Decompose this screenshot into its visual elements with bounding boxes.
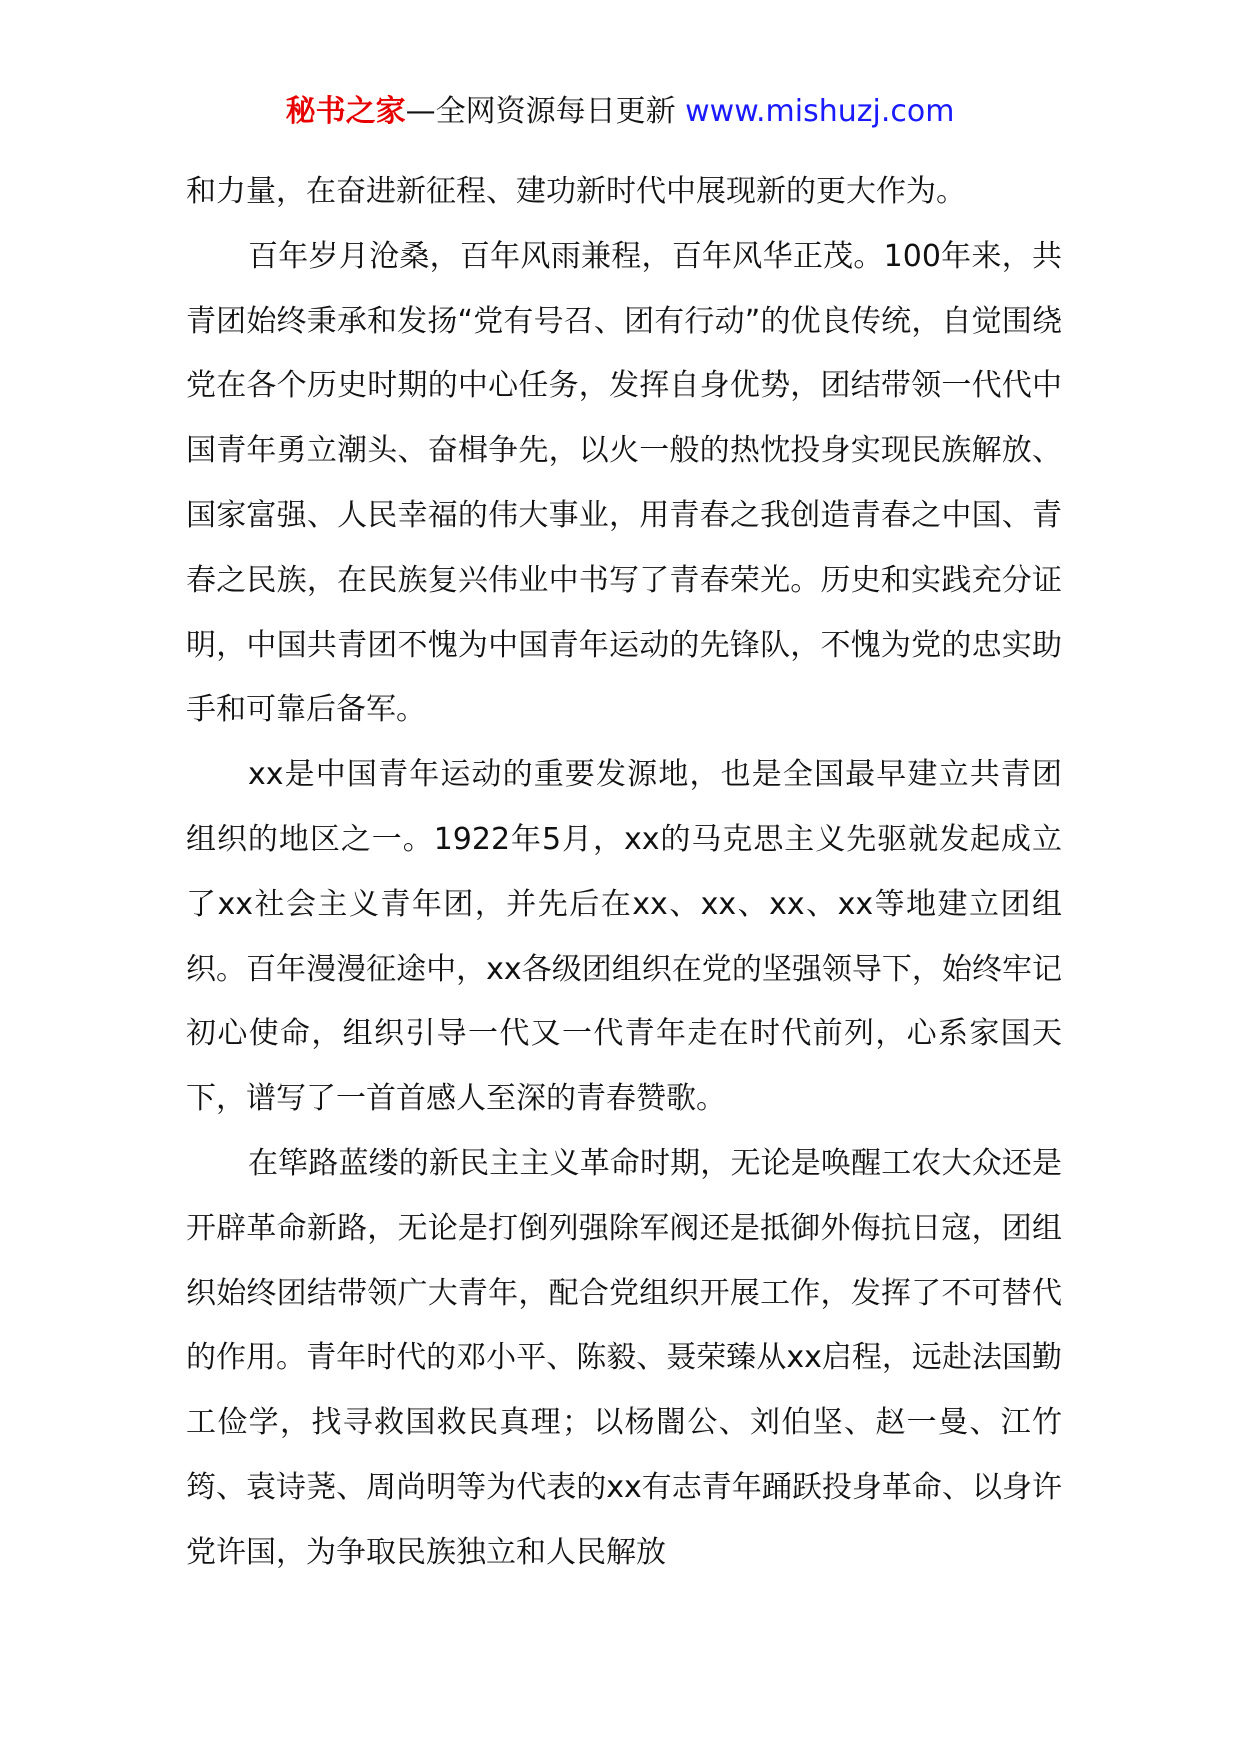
paragraph: xx是中国青年运动的重要发源地，也是全国最早建立共青团组织的地区之一。1922年5月，xx的马克思主义先驱就发起成立了xx社会主义青年团，并先后在xx、xx、xx、xx等地建立团组织。百年漫漫征途中，xx各级团组织在党的坚强领导下，始终牢记初心使命，组织引导一代又一代青年走在时代前列，心系家国天下，谱写了一首首感人至深的青春赞歌。 (186, 757, 1062, 1117)
paragraph: 在筚路蓝缕的新民主主义革命时期，无论是唤醒工农大众还是开辟革命新路，无论是打倒列强除军阀还是抵御外侮抗日寇，团组织始终团结带领广大青年，配合党组织开展工作，发挥了不可替代的作用。青年时代的邓小平、陈毅、聂荣臻从xx启程，远赴法国勤工俭学，找寻救国救民真理；以杨闇公、刘伯坚、赵一曼、江竹筠、袁诗荛、周尚明等为代表的xx有志青年踊跃投身革命、以身许党许国，为争取民族独立和人民解放 (186, 1145, 1062, 1570)
header-tagline: —全网资源每日更新 (405, 94, 676, 129)
paragraph: 百年岁月沧桑，百年风雨兼程，百年风华正茂。100年来，共青团始终秉承和发扬“党有号召、团有行动”的优良传统，自觉围绕党在各个历史时期的中心任务，发挥自身优势，团结带领一代代中国青年勇立潮头、奋楫争先，以火一般的热忱投身实现民族解放、国家富强、人民幸福的伟大事业，用青春之我创造青春之中国、青春之民族，在民族复兴伟业中书写了青春荣光。历史和实践充分证明，中国共青团不愧为中国青年运动的先锋队，不愧为党的忠实助手和可靠后备军。 (186, 238, 1062, 728)
brand-name: 秘书之家 (285, 94, 406, 129)
document-body (186, 160, 1062, 1586)
website-link[interactable]: www.mishuzj.com (685, 94, 955, 129)
paragraph-continuation: 和力量，在奋进新征程、建功新时代中展现新的更大作为。 (186, 174, 966, 209)
page-header (0, 92, 1240, 132)
